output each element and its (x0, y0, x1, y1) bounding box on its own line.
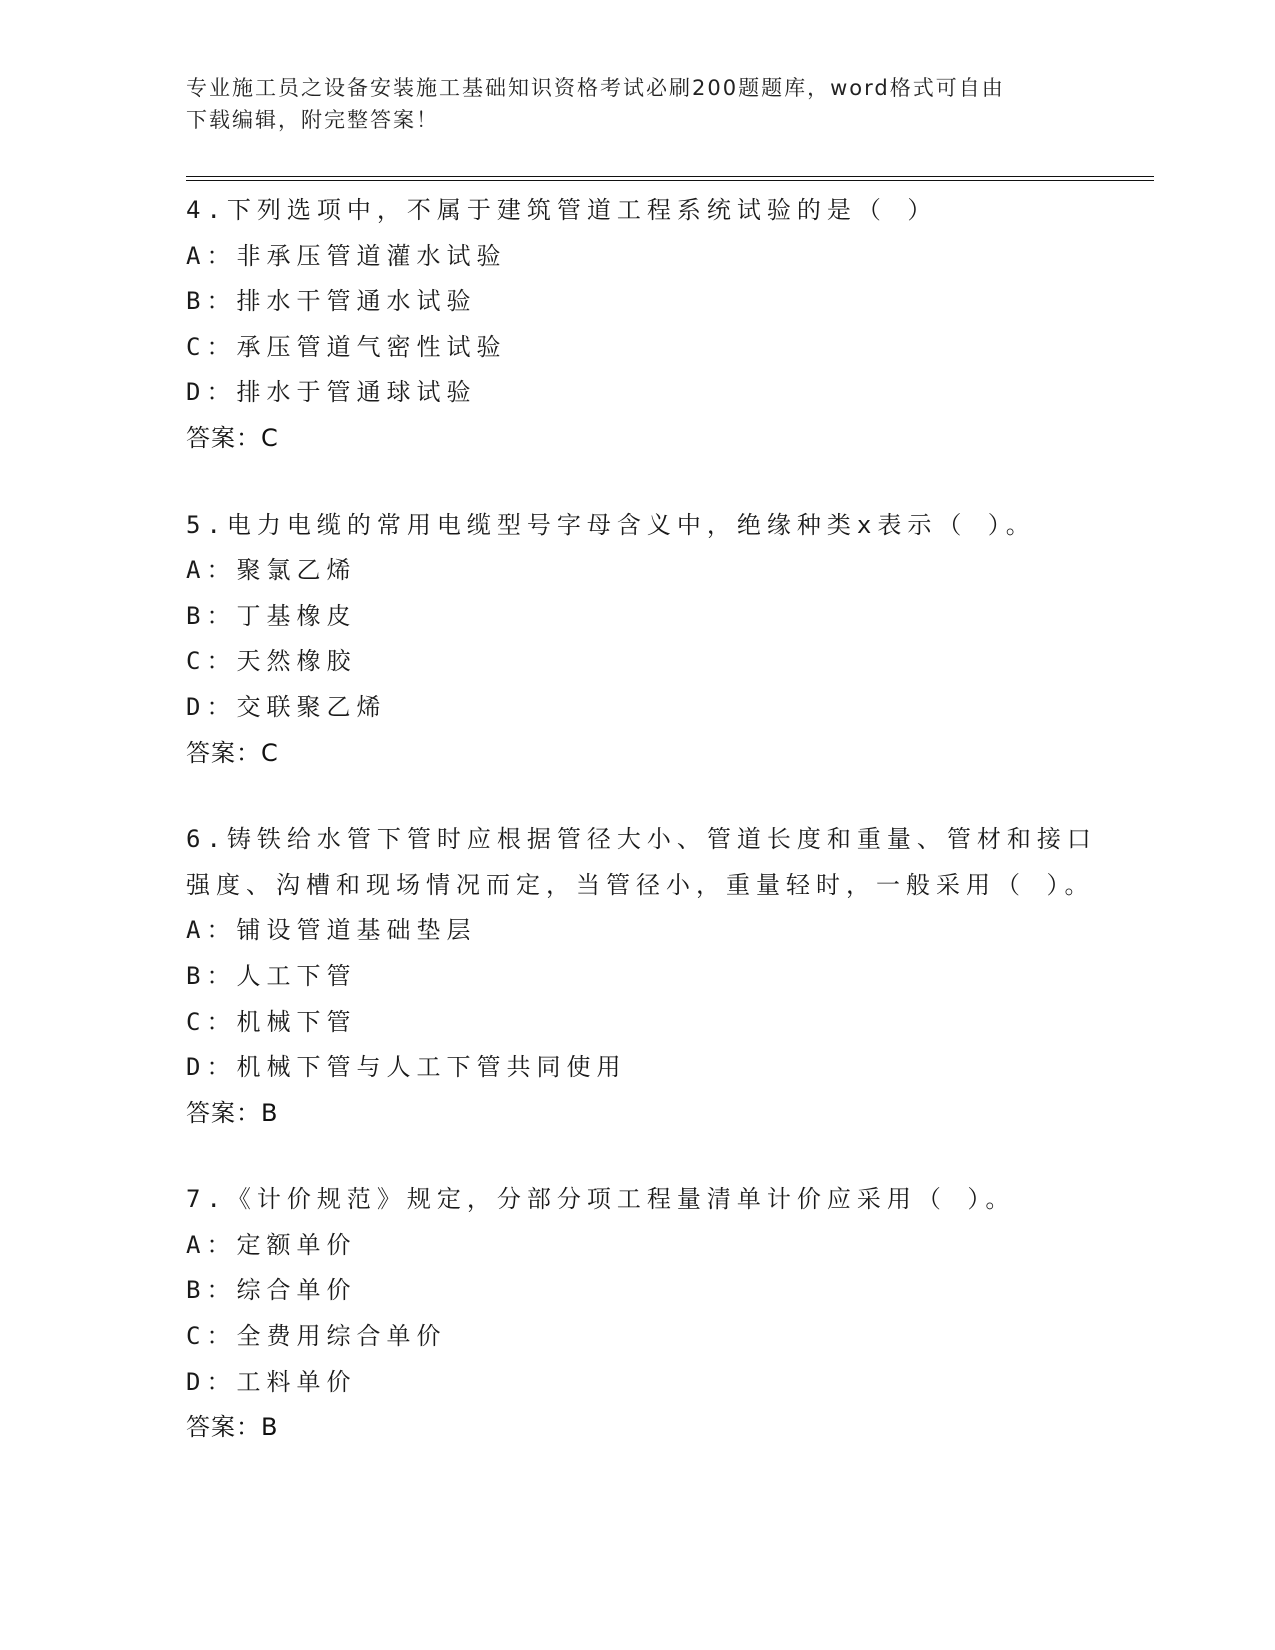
question-stem: 6.铸铁给水管下管时应根据管径大小、管道长度和重量、管材和接口强度、沟槽和现场情况而定，当管径小，重量轻时，一般采用（ ）。 (186, 825, 1097, 899)
question-4 (186, 188, 1126, 462)
option-b: B：排水干管通水试验 (186, 287, 477, 316)
option-a: A：非承压管道灌水试验 (186, 241, 507, 270)
document-header (186, 72, 1066, 136)
header-line-1: 专业施工员之设备安装施工基础知识资格考试必刷200题题库，word格式可自由 (186, 76, 1005, 100)
header-divider (186, 176, 1154, 181)
option-d: D：交联聚乙烯 (186, 692, 387, 721)
answer: 答案：C (186, 423, 279, 452)
question-stem: 4.下列选项中，不属于建筑管道工程系统试验的是（ ） (186, 196, 938, 224)
answer: 答案：B (186, 1098, 279, 1127)
option-a: A：聚氯乙烯 (186, 556, 357, 585)
question-5 (186, 503, 1126, 777)
answer: 答案：C (186, 738, 279, 767)
question-stem: 5.电力电缆的常用电缆型号字母含义中，绝缘种类x表示（ ）。 (186, 510, 1036, 539)
header-line-2: 下载编辑，附完整答案！ (186, 108, 439, 132)
option-c: C：全费用综合单价 (186, 1322, 447, 1351)
option-c: C：机械下管 (186, 1007, 357, 1036)
option-b: B：综合单价 (186, 1276, 357, 1305)
question-list (186, 188, 1126, 1492)
answer: 答案：B (186, 1413, 279, 1442)
question-6 (186, 817, 1126, 1136)
question-7 (186, 1177, 1126, 1451)
option-b: B：人工下管 (186, 961, 357, 990)
option-a: A：铺设管道基础垫层 (186, 916, 477, 945)
option-b: B：丁基橡皮 (186, 601, 357, 630)
option-a: A：定额单价 (186, 1230, 357, 1259)
option-d: D：工料单价 (186, 1367, 357, 1396)
option-d: D：排水于管通球试验 (186, 378, 477, 407)
option-d: D：机械下管与人工下管共同使用 (186, 1053, 627, 1082)
option-c: C：天然橡胶 (186, 647, 357, 676)
question-stem: 7.《计价规范》规定，分部分项工程量清单计价应采用（ ）。 (186, 1185, 1016, 1214)
option-c: C：承压管道气密性试验 (186, 332, 507, 361)
